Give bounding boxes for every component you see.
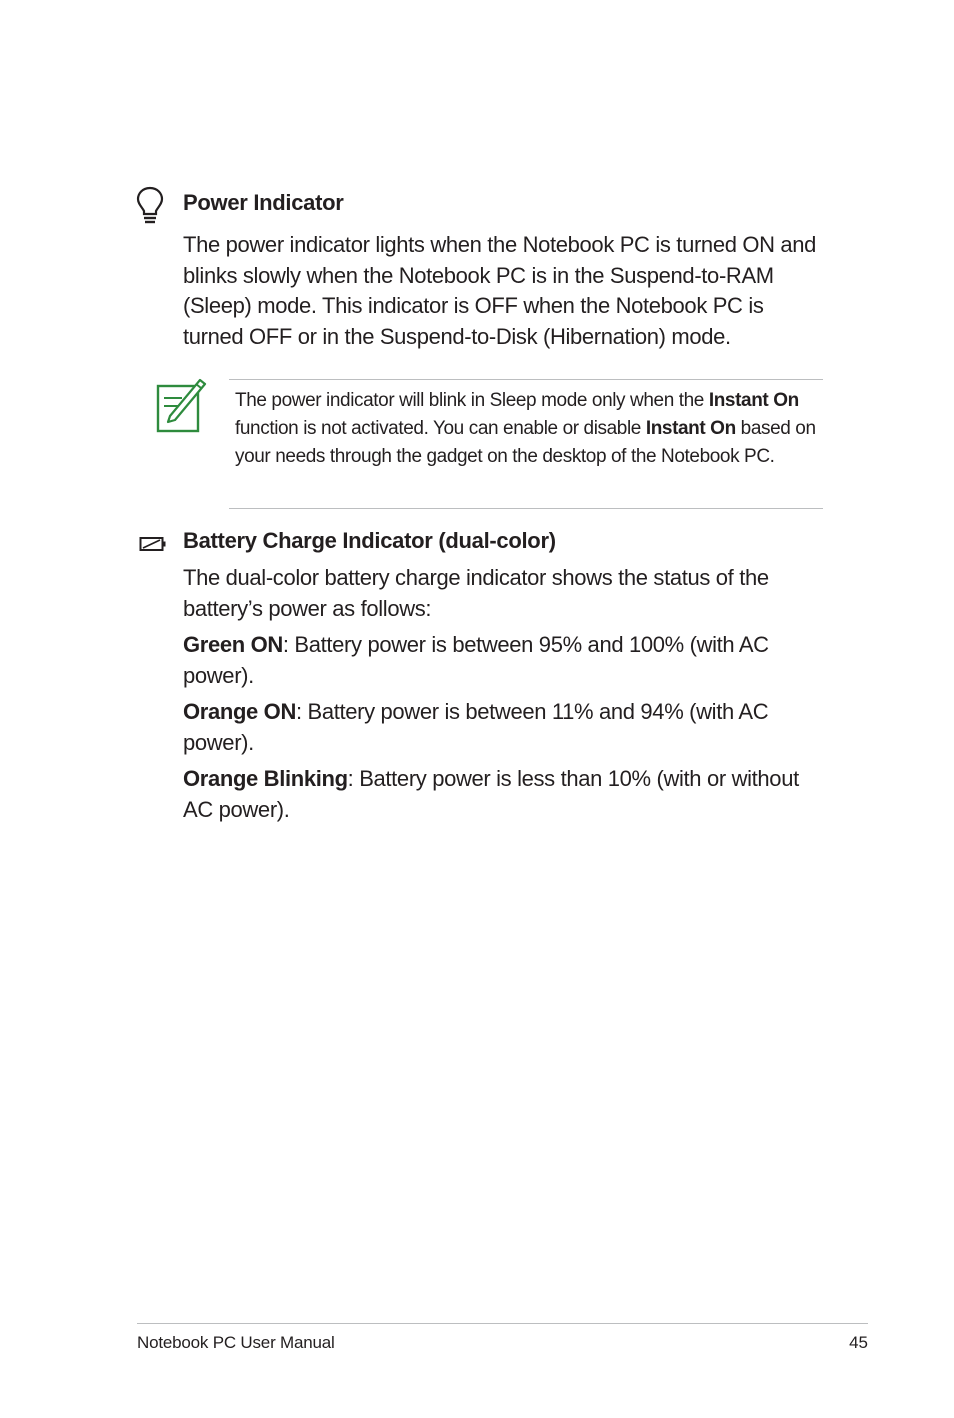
power-indicator-body: The power indicator lights when the Notebook PC is turned ON and blinks slowly when the Notebook PC is in the Suspend-to-RAM (Sleep) mode. This indicator is OFF when the Notebook PC is turned OFF or in the Suspend-to-Disk (Hibernation) mode.: [183, 232, 817, 349]
power-indicator-heading: Power Indicator: [183, 190, 344, 215]
page-number: 45: [849, 1333, 868, 1352]
status-green-on: [183, 630, 823, 691]
note-text-part: based on your needs through the gadget on the desktop of the Notebook PC.: [235, 418, 816, 467]
battery-indicator-heading: Battery Charge Indicator (dual-color): [183, 528, 556, 553]
status-label: Green ON: [183, 632, 283, 657]
footer-title: Notebook PC User Manual: [137, 1333, 335, 1352]
power-indicator-section: [183, 188, 823, 352]
note-text-part: The power indicator will blink in Sleep mode only when the: [235, 390, 709, 411]
battery-icon: [139, 535, 167, 553]
status-orange-on: [183, 697, 823, 758]
status-text: : Battery power is between 95% and 100% (with AC power).: [183, 632, 769, 688]
battery-indicator-section: [183, 526, 823, 825]
note-text-part: function is not activated. You can enable or disable: [235, 418, 646, 439]
battery-indicator-intro: The dual-color battery charge indicator shows the status of the battery’s power as follows:: [183, 565, 769, 621]
footer-divider: [137, 1323, 868, 1324]
note-bold-instant-on: Instant On: [645, 418, 736, 439]
status-text: : Battery power is between 11% and 94% (with AC power).: [183, 699, 769, 755]
note-box: [229, 379, 823, 509]
status-text: : Battery power is less than 10% (with or without AC power).: [183, 766, 799, 822]
status-orange-blinking: [183, 764, 823, 825]
status-label: Orange Blinking: [183, 766, 348, 791]
note-pencil-icon: [156, 376, 208, 434]
status-label: Orange ON: [183, 699, 296, 724]
note-bold-instant-on: Instant On: [708, 390, 799, 411]
note-text: [235, 387, 825, 471]
lightbulb-icon: [136, 186, 164, 224]
